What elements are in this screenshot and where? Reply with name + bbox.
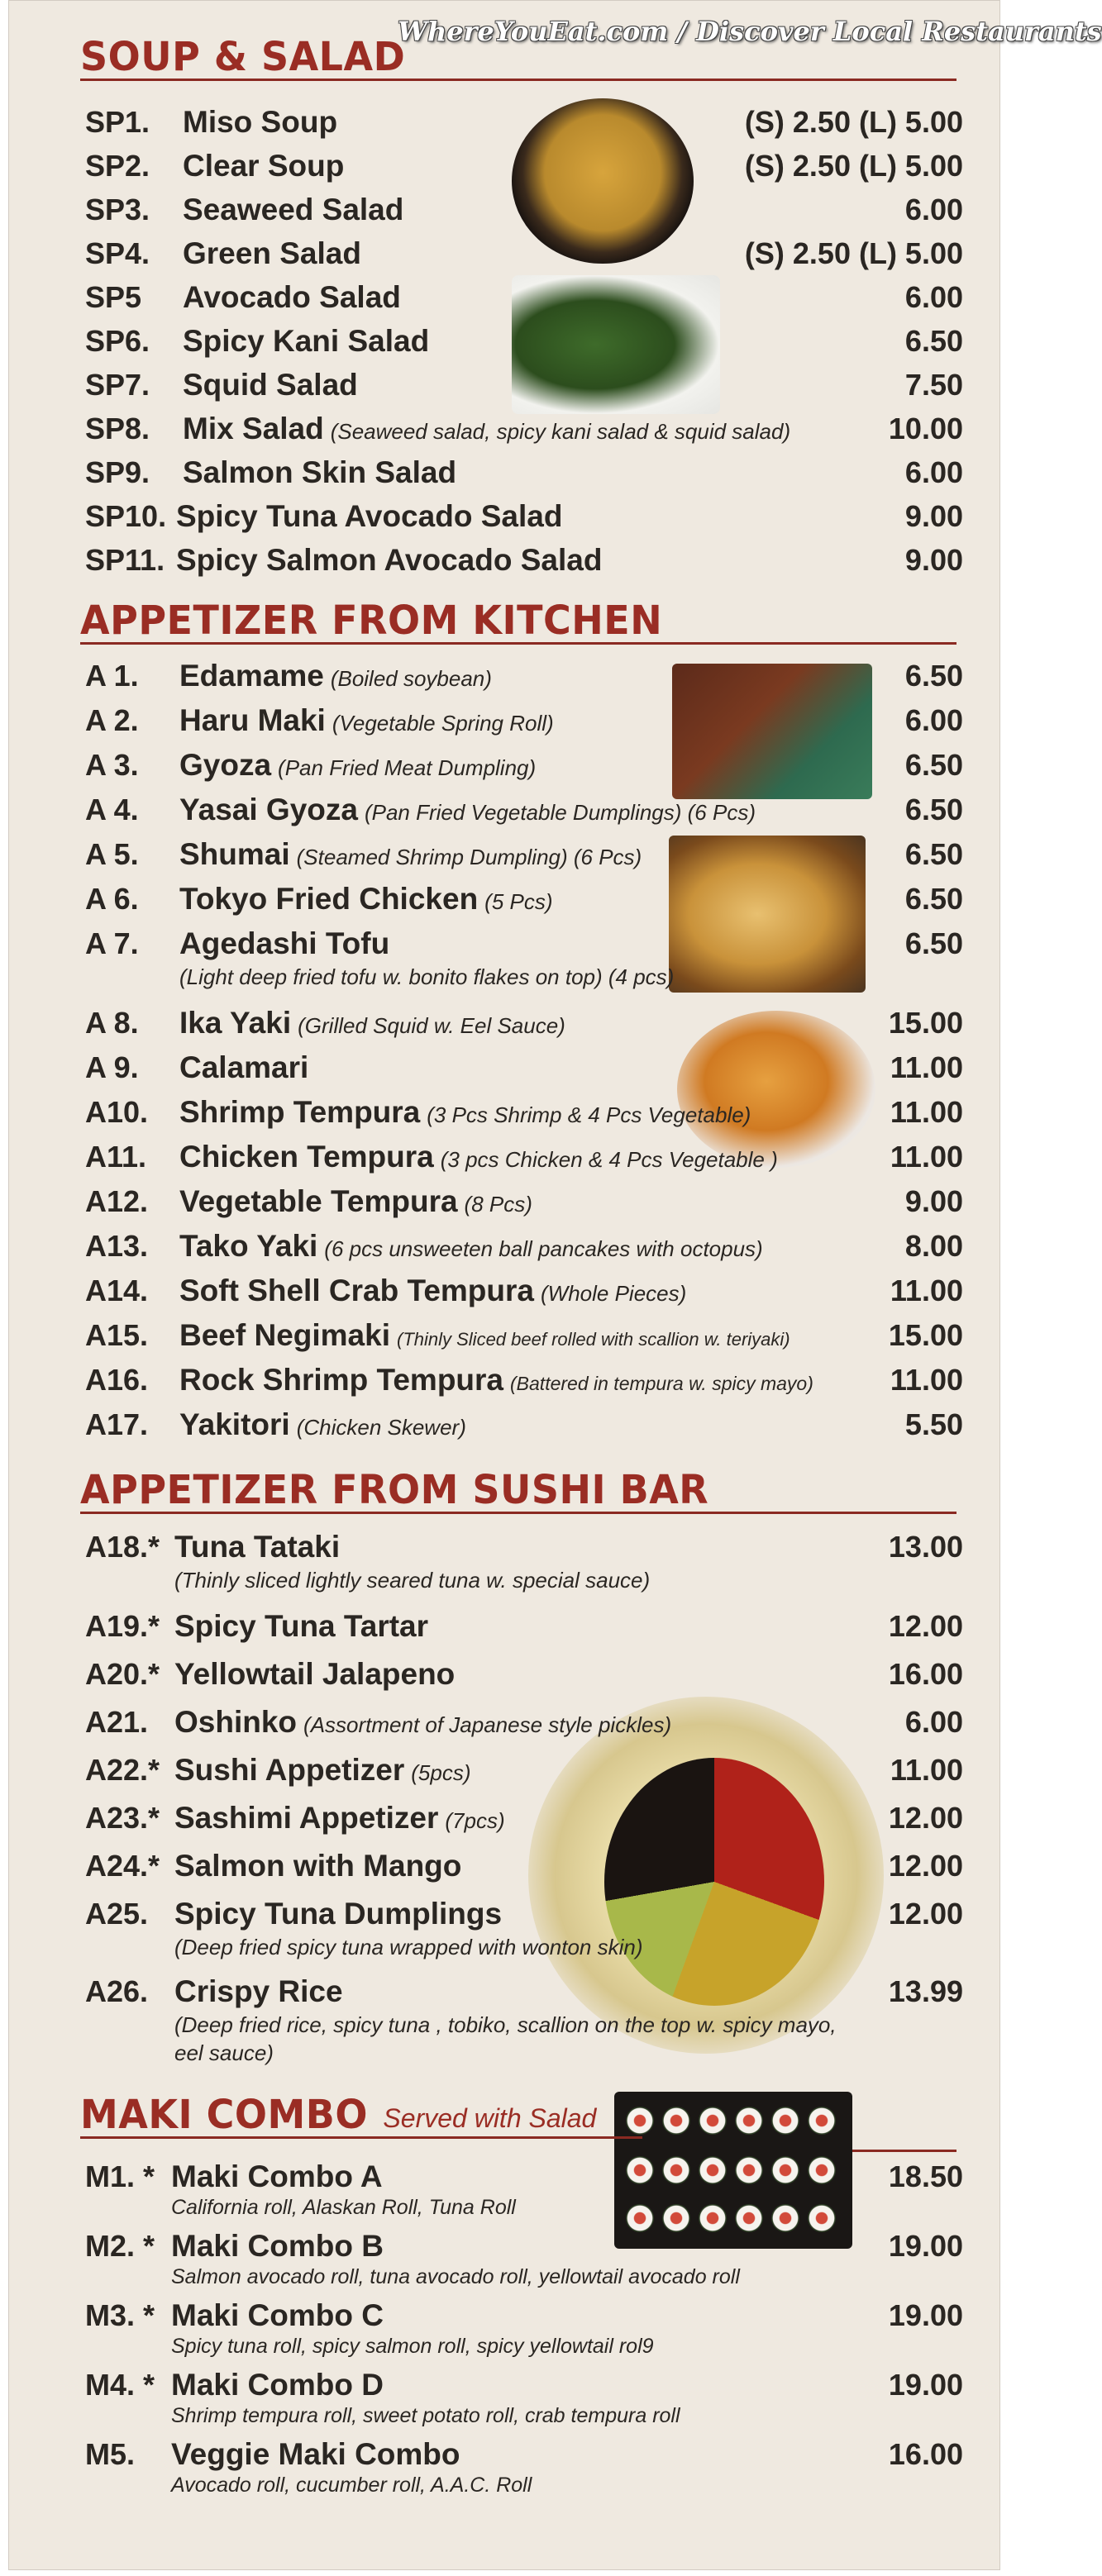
item-code: SP10. [85, 499, 167, 533]
item-code: A10. [85, 1095, 149, 1129]
item-name: Maki Combo A [171, 2159, 383, 2193]
item-name: Spicy Tuna Tartar [174, 1609, 429, 1643]
item-code: A25. [85, 1897, 149, 1931]
item-name: Chicken Tempura [179, 1140, 434, 1174]
item-name: Mix Salad [183, 412, 324, 445]
item-note: (Pan Fried Vegetable Dumplings) (6 Pcs) [364, 800, 756, 825]
menu-item-sp5 [85, 280, 963, 323]
item-price: 13.00 [888, 1530, 963, 1564]
item-price: 6.00 [904, 280, 963, 314]
item-name: Seaweed Salad [183, 193, 404, 226]
menu-item-sp3 [85, 193, 963, 236]
menu-item-a15 [85, 1318, 963, 1361]
item-name: Clear Soup [183, 149, 345, 183]
item-code: SP6. [85, 324, 150, 358]
item-note: (5pcs) [411, 1760, 471, 1785]
item-code: A24.* [85, 1849, 160, 1883]
menu-item-m2 [85, 2229, 963, 2288]
item-price: 16.00 [888, 2437, 963, 2471]
section-header-kitchen [80, 598, 956, 645]
item-price: 18.50 [888, 2159, 963, 2193]
item-name: Yellowtail Jalapeno [174, 1657, 456, 1691]
item-code: SP9. [85, 455, 150, 489]
item-price: 12.00 [888, 1849, 963, 1883]
menu-item-a20 [85, 1657, 963, 1700]
item-note: (8 Pcs) [464, 1192, 532, 1217]
menu-item-a6 [85, 882, 963, 925]
item-code: A13. [85, 1229, 149, 1263]
item-name: Crispy Rice [174, 1974, 343, 2008]
item-name: Tako Yaki [179, 1229, 318, 1263]
item-description: (Deep fried rice, spicy tuna , tobiko, scallion on the top w. spicy mayo, [174, 2012, 837, 2037]
section-title: APPETIZER FROM KITCHEN [80, 596, 663, 644]
item-name: Beef Negimaki [179, 1318, 390, 1352]
item-price: (S) 2.50 (L) 5.00 [744, 105, 963, 139]
item-note: (Vegetable Spring Roll) [332, 711, 554, 736]
item-price: 6.00 [904, 193, 963, 226]
item-name: Spicy Salmon Avocado Salad [176, 543, 603, 577]
item-description: (Deep fried spicy tuna wrapped with wonton skin) [174, 1935, 643, 1959]
item-code: A12. [85, 1184, 149, 1218]
menu-item-a21 [85, 1705, 963, 1748]
item-name: Veggie Maki Combo [171, 2437, 460, 2471]
item-note: (7pcs) [445, 1808, 505, 1833]
item-name: Sashimi Appetizer [174, 1801, 439, 1835]
menu-item-a2 [85, 703, 963, 746]
menu-item-a16 [85, 1363, 963, 1406]
menu-item-a24 [85, 1849, 963, 1892]
menu-item-m4 [85, 2368, 963, 2427]
item-note: (Whole Pieces) [541, 1281, 687, 1306]
section-header-soup-salad [80, 34, 956, 81]
menu-item-sp2 [85, 149, 963, 192]
item-price: 16.00 [888, 1657, 963, 1691]
menu-item-sp10 [85, 499, 963, 542]
item-price: 11.00 [890, 1095, 963, 1129]
item-price: 12.00 [888, 1801, 963, 1835]
item-name: Spicy Kani Salad [183, 324, 430, 358]
item-name: Miso Soup [183, 105, 338, 139]
item-note: (Chicken Skewer) [296, 1415, 466, 1440]
item-code: A 6. [85, 882, 139, 916]
menu-item-a8 [85, 1006, 963, 1049]
menu-item-sp9 [85, 455, 963, 498]
item-price: 11.00 [890, 1753, 963, 1787]
item-code: A 1. [85, 659, 139, 693]
menu-item-sp1 [85, 105, 963, 148]
menu-item-m5 [85, 2437, 963, 2497]
item-code: A22.* [85, 1753, 160, 1787]
item-name: Yakitori [179, 1407, 290, 1441]
item-price: 15.00 [888, 1318, 963, 1352]
item-note: (Seaweed salad, spicy kani salad & squid salad) [330, 419, 791, 444]
item-code: A 8. [85, 1006, 139, 1040]
item-price: 15.00 [888, 1006, 963, 1040]
item-note: (6 pcs unsweeten ball pancakes with octopus) [324, 1236, 763, 1261]
menu-item-m3 [85, 2298, 963, 2358]
item-description: Avocado roll, cucumber roll, A.A.C. Roll [171, 2474, 532, 2497]
item-name: Rock Shrimp Tempura [179, 1363, 504, 1397]
item-code: SP8. [85, 412, 150, 445]
item-price: 19.00 [888, 2229, 963, 2263]
item-price: 8.00 [904, 1229, 963, 1263]
item-code: A 4. [85, 793, 139, 826]
item-code: A19.* [85, 1609, 160, 1643]
item-name: Salmon Skin Salad [183, 455, 457, 489]
menu-item-a10 [85, 1095, 963, 1138]
item-code: A 7. [85, 926, 139, 960]
item-description: Salmon avocado roll, tuna avocado roll, yellowtail avocado roll [171, 2265, 740, 2288]
menu-item-m1 [85, 2159, 963, 2219]
item-price: 9.00 [904, 543, 963, 577]
item-note: (5 Pcs) [484, 889, 553, 914]
item-name: Gyoza [179, 748, 272, 782]
menu-item-a26 [85, 1974, 963, 2065]
item-price: 6.50 [904, 659, 963, 693]
item-price: 11.00 [890, 1050, 963, 1084]
menu-item-a3 [85, 748, 963, 791]
item-code: A16. [85, 1363, 149, 1397]
menu-item-a22 [85, 1753, 963, 1796]
section-title: SOUP & SALAD [80, 32, 406, 80]
item-name: Soft Shell Crab Tempura [179, 1274, 534, 1307]
item-note: (Thinly Sliced beef rolled with scallion w. teriyaki) [397, 1329, 790, 1350]
item-name: Shrimp Tempura [179, 1095, 421, 1129]
menu-item-a14 [85, 1274, 963, 1317]
item-code: M2. * [85, 2229, 155, 2263]
item-price: 6.50 [904, 793, 963, 826]
item-code: SP3. [85, 193, 150, 226]
menu-item-a4 [85, 793, 963, 836]
item-note: (Assortment of Japanese style pickles) [303, 1712, 672, 1737]
item-note: (Boiled soybean) [330, 666, 492, 691]
item-code: SP5 [85, 280, 142, 314]
item-code: A23.* [85, 1801, 160, 1835]
item-name: Maki Combo D [171, 2368, 384, 2402]
item-note: (3 pcs Chicken & 4 Pcs Vegetable ) [440, 1147, 778, 1172]
item-code: SP2. [85, 149, 150, 183]
item-name: Tokyo Fried Chicken [179, 882, 479, 916]
item-name: Tuna Tataki [174, 1530, 341, 1564]
item-name: Shumai [179, 837, 290, 871]
section-title: MAKI COMBO [80, 2090, 368, 2138]
item-price: 11.00 [890, 1140, 963, 1174]
menu-item-a23 [85, 1801, 963, 1844]
item-code: A 2. [85, 703, 139, 737]
item-price: 5.50 [904, 1407, 963, 1441]
item-code: M1. * [85, 2159, 155, 2193]
item-code: A 5. [85, 837, 139, 871]
item-code: A18.* [85, 1530, 160, 1564]
item-name: Ika Yaki [179, 1006, 292, 1040]
menu-item-a17 [85, 1407, 963, 1450]
item-code: A15. [85, 1318, 149, 1352]
item-code: A 3. [85, 748, 139, 782]
item-price: 6.00 [904, 703, 963, 737]
item-code: M4. * [85, 2368, 155, 2402]
item-price: 11.00 [890, 1363, 963, 1397]
menu-item-sp4 [85, 236, 963, 279]
item-price: 6.50 [904, 748, 963, 782]
item-name: Oshinko [174, 1705, 298, 1739]
item-price: 6.00 [904, 455, 963, 489]
section-header-sushi-bar [80, 1467, 956, 1514]
menu-item-a7 [85, 926, 963, 989]
menu-item-sp11 [85, 543, 963, 586]
item-name: Calamari [179, 1050, 309, 1084]
item-name: Sushi Appetizer [174, 1753, 405, 1787]
item-description: California roll, Alaskan Roll, Tuna Roll [171, 2196, 516, 2219]
item-price: 12.00 [888, 1897, 963, 1931]
item-price: 6.50 [904, 926, 963, 960]
item-name: Salmon with Mango [174, 1849, 462, 1883]
menu-item-a1 [85, 659, 963, 702]
item-name: Edamame [179, 659, 324, 693]
item-description: (Thinly sliced lightly seared tuna w. special sauce) [174, 1568, 651, 1593]
item-code: A21. [85, 1705, 149, 1739]
menu-item-a5 [85, 837, 963, 880]
item-price: 6.50 [904, 837, 963, 871]
menu-item-sp8 [85, 412, 963, 455]
item-name: Green Salad [183, 236, 361, 270]
menu-item-a9 [85, 1050, 963, 1093]
item-code: SP11. [85, 543, 165, 577]
item-note: (3 Pcs Shrimp & 4 Pcs Vegetable) [427, 1102, 751, 1127]
item-code: SP7. [85, 368, 150, 402]
item-code: A11. [85, 1140, 147, 1174]
item-price: (S) 2.50 (L) 5.00 [744, 236, 963, 270]
item-code: M3. * [85, 2298, 155, 2332]
item-price: 6.00 [904, 1705, 963, 1739]
menu-item-a12 [85, 1184, 963, 1227]
section-header-maki-combo [80, 2092, 642, 2139]
item-code: SP1. [85, 105, 150, 139]
item-description: Spicy tuna roll, spicy salmon roll, spicy yellowtail rol9 [171, 2335, 654, 2358]
item-note: (Pan Fried Meat Dumpling) [278, 755, 537, 780]
item-price: 19.00 [888, 2298, 963, 2332]
item-name: Yasai Gyoza [179, 793, 358, 826]
item-code: A17. [85, 1407, 149, 1441]
item-name: Spicy Tuna Avocado Salad [176, 499, 563, 533]
section-rule [852, 2150, 956, 2152]
section-subtitle: Served with Salad [383, 2103, 597, 2133]
item-price: 7.50 [904, 368, 963, 402]
watermark-text: WhereYouEat.com / Discover Local Restaurants [398, 16, 1102, 47]
item-name: Vegetable Tempura [179, 1184, 458, 1218]
item-description: (Light deep fried tofu w. bonito flakes on top) (4 pcs) [179, 964, 675, 989]
item-note: (Steamed Shrimp Dumpling) (6 Pcs) [296, 845, 642, 869]
menu-item-a13 [85, 1229, 963, 1272]
item-name: Agedashi Tofu [179, 926, 390, 960]
item-description: Shrimp tempura roll, sweet potato roll, crab tempura roll [171, 2404, 680, 2427]
item-price: 13.99 [888, 1974, 963, 2008]
menu-page [8, 0, 1102, 2570]
item-price: 6.50 [904, 324, 963, 358]
menu-item-sp7 [85, 368, 963, 411]
item-name: Haru Maki [179, 703, 326, 737]
item-note: (Battered in tempura w. spicy mayo) [510, 1373, 813, 1394]
menu-item-a11 [85, 1140, 963, 1183]
menu-item-a18 [85, 1530, 963, 1593]
item-price: 9.00 [904, 499, 963, 533]
item-price: 6.50 [904, 882, 963, 916]
section-title: APPETIZER FROM SUSHI BAR [80, 1465, 709, 1513]
item-code: A20.* [85, 1657, 160, 1691]
item-code: SP4. [85, 236, 150, 270]
item-name: Spicy Tuna Dumplings [174, 1897, 503, 1931]
item-code: A26. [85, 1974, 149, 2008]
item-name: Avocado Salad [183, 280, 401, 314]
item-name: Maki Combo B [171, 2229, 384, 2263]
item-code: A14. [85, 1274, 149, 1307]
menu-item-sp6 [85, 324, 963, 367]
item-price: 9.00 [904, 1184, 963, 1218]
menu-item-a19 [85, 1609, 963, 1652]
item-price: 12.00 [888, 1609, 963, 1643]
item-note: (Grilled Squid w. Eel Sauce) [298, 1013, 565, 1038]
item-name: Squid Salad [183, 368, 358, 402]
item-price: 11.00 [890, 1274, 963, 1307]
menu-item-a25 [85, 1897, 963, 1959]
item-price: (S) 2.50 (L) 5.00 [744, 149, 963, 183]
item-code: A 9. [85, 1050, 139, 1084]
item-code: M5. [85, 2437, 136, 2471]
item-price: 19.00 [888, 2368, 963, 2402]
item-description-continued: eel sauce) [174, 2040, 274, 2065]
item-price: 10.00 [888, 412, 963, 445]
item-name: Maki Combo C [171, 2298, 384, 2332]
